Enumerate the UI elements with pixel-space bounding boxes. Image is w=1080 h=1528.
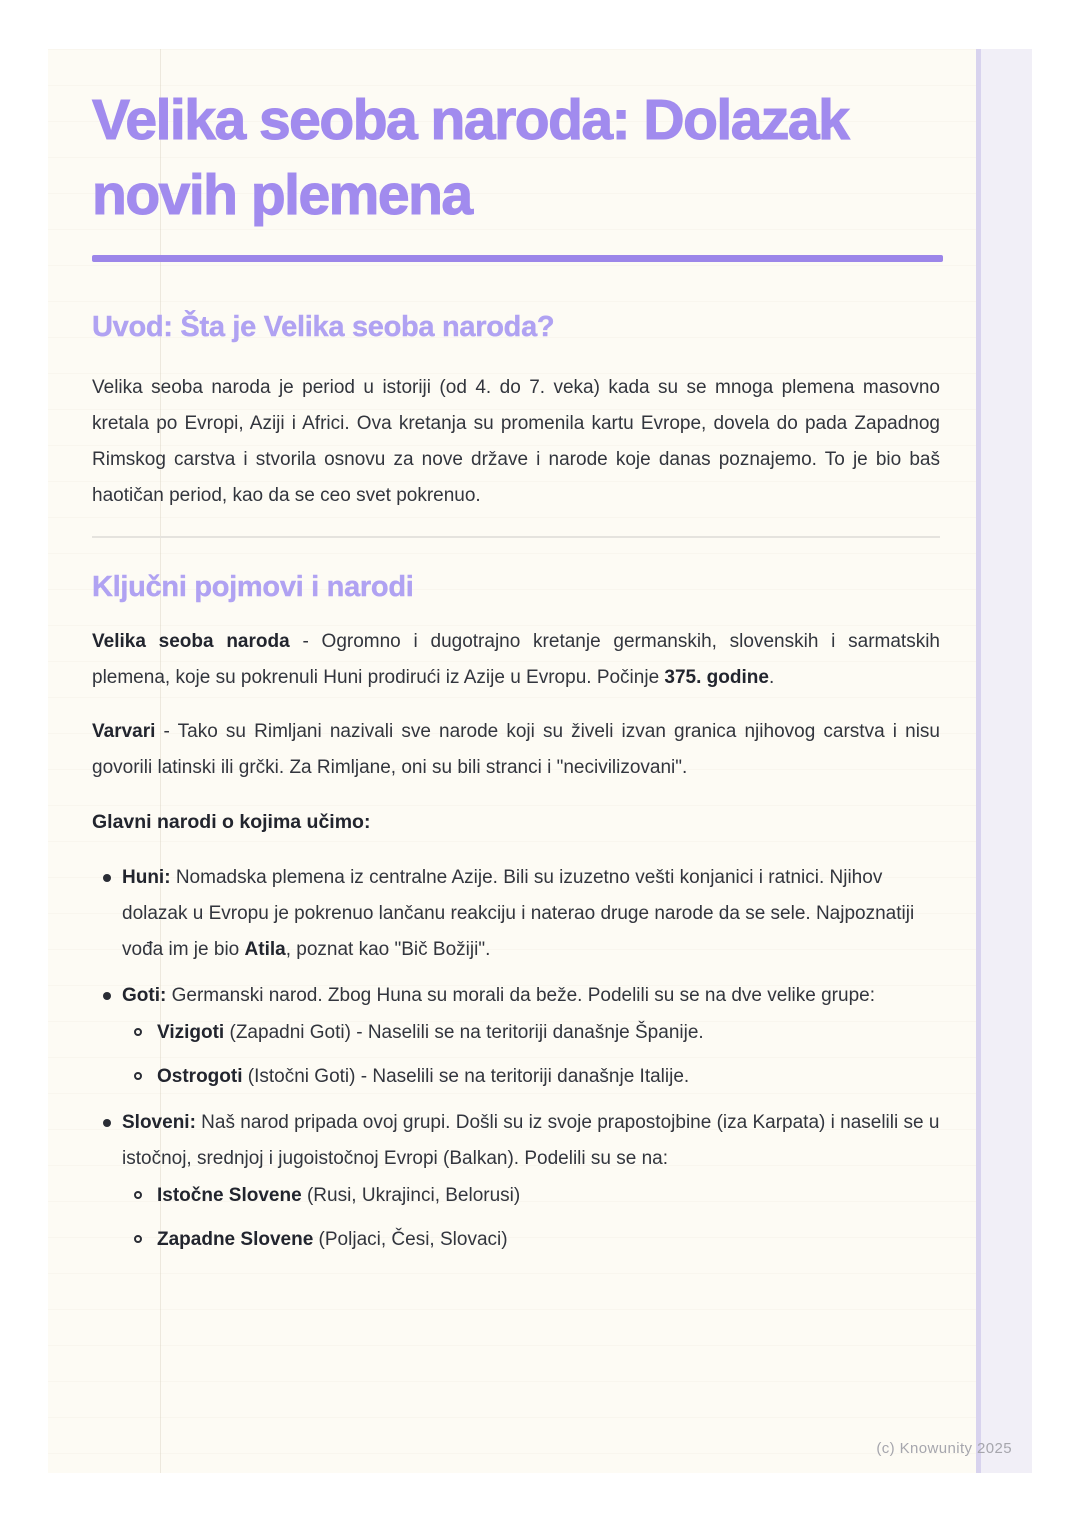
- sublist-item-text: Vizigoti (Zapadni Goti) - Naselili se na teritoriji današnje Španije.: [157, 1022, 704, 1043]
- term-paragraph-varvari: Varvari - Tako su Rimljani nazivali sve narode koji su živeli izvan granica njihovog carstva i nisu govorili latinski ili grčki. Za Rimljane, oni su bili stranci i "necivilizovani".: [92, 721, 940, 778]
- section-heading-kljucni-pojmovi: Ključni pojmovi i narodi: [92, 571, 414, 603]
- section-heading-uvod: Uvod: Šta je Velika seoba naroda?: [92, 311, 555, 343]
- sublist-item-zapadne-slovene: [157, 1222, 940, 1258]
- list-item-text: Huni: Nomadska plemena iz centralne Azije. Bili su izuzetno vešti konjanici i ratnici. Njihov dolazak u Evropu je pokrenuo lančanu reakciju i naterao druge narode da se sele. Najpoznatiji vođa im je bio Atila, poznat kao "Bič Božiji".: [122, 867, 915, 960]
- copyright-watermark: (c) Knowunity 2025: [876, 1440, 1012, 1457]
- list-item-text: Sloveni: Naš narod pripada ovoj grupi. Došli su iz svoje prapostojbine (iza Karpata) i naselili se u istočnoj, srednjoj i jugoistočnoj Evropi (Balkan). Podelili su se na:: [122, 1112, 940, 1169]
- list-heading-glavni-narodi: Glavni narodi o kojima učimo:: [92, 811, 371, 833]
- document-page: [48, 49, 976, 1473]
- term-paragraph-velika-seoba: Velika seoba naroda - Ogromno i dugotrajno kretanje germanskih, slovenskih i sarmatskih plemena, koje su pokrenuli Huni prodirući iz Azije u Evropu. Počinje 375. godine.: [92, 631, 940, 688]
- sublist-item-text: Zapadne Slovene (Poljaci, Česi, Slovaci): [157, 1229, 508, 1250]
- document-title: Velika seoba naroda: Dolazak novih plemena: [92, 88, 849, 227]
- list-item-sloveni: [122, 1105, 940, 1258]
- sloveni-sublist: [122, 1178, 940, 1258]
- list-item-goti: [122, 978, 940, 1095]
- next-page-edge-panel: [976, 49, 1032, 1473]
- document-content: [48, 49, 976, 1258]
- sublist-item-text: Istočne Slovene (Rusi, Ukrajinci, Belorusi): [157, 1185, 521, 1206]
- section-divider: [92, 536, 940, 538]
- list-item-huni: [122, 860, 940, 968]
- intro-paragraph: Velika seoba naroda je period u istoriji (od 4. do 7. veka) kada su se mnoga plemena masovno kretala po Evropi, Aziji i Africi. Ova kretanja su promenila kartu Evrope, dovela do pada Zapadnog Rimskog carstva i stvorila osnovu za nove države i narode koje danas poznajemo. To je bio baš haotičan period, kao da se ceo svet pokrenuo.: [92, 377, 940, 506]
- goti-sublist: [122, 1015, 940, 1095]
- list-item-text: Goti: Germanski narod. Zbog Huna su morali da beže. Podelili su se na dve velike grupe:: [122, 985, 875, 1006]
- sublist-item-text: Ostrogoti (Istočni Goti) - Naselili se na teritoriji današnje Italije.: [157, 1066, 690, 1087]
- peoples-list: [92, 860, 940, 1258]
- sublist-item-ostrogoti: [157, 1059, 940, 1095]
- sublist-item-vizigoti: [157, 1015, 940, 1051]
- title-underline-rule: [92, 255, 943, 262]
- sublist-item-istocne-slovene: [157, 1178, 940, 1214]
